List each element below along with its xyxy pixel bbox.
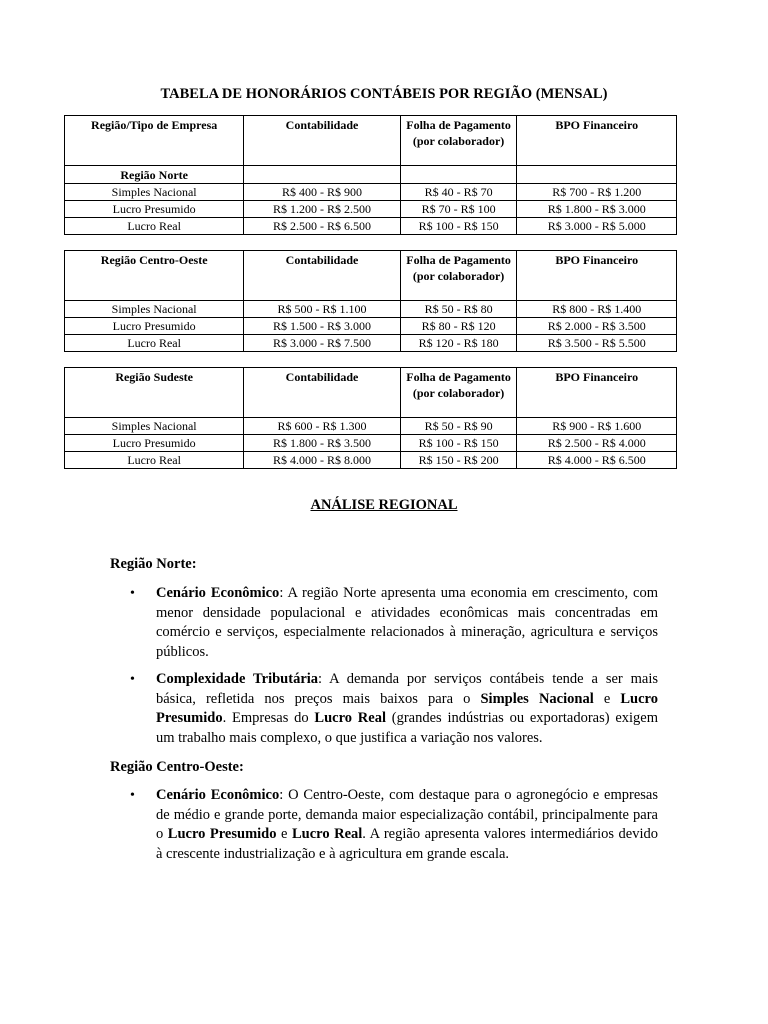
bullet-label: Cenário Econômico [156, 585, 280, 601]
folha-value: R$ 100 - R$ 150 [400, 435, 517, 452]
bullet-text: : A região Norte apresenta uma economia em crescimento, com menor densidade populacional e atividades econômicas mais concentradas em comércio e serviços, especialmente relacionados à mineração, agricultura e serviços públicos. [156, 585, 658, 660]
company-type: Lucro Real [65, 452, 244, 469]
company-type: Lucro Real [65, 335, 244, 352]
bullet-label: Cenário Econômico [156, 787, 280, 803]
header-folha: Folha de Pagamento (por colaborador) [400, 116, 517, 166]
company-type: Lucro Real [65, 218, 244, 235]
contab-value: R$ 400 - R$ 900 [244, 184, 400, 201]
bold-term: Lucro Presumido [156, 690, 658, 727]
folha-value: R$ 70 - R$ 100 [400, 201, 517, 218]
bpo-value: R$ 3.500 - R$ 5.500 [517, 335, 677, 352]
folha-value: R$ 80 - R$ 120 [400, 318, 517, 335]
company-type: Simples Nacional [65, 301, 244, 318]
bold-term: Lucro Real [291, 826, 363, 843]
bullet-text: e [276, 826, 292, 843]
bullet-dot: • [130, 788, 135, 803]
table-row [65, 435, 677, 452]
company-type: Simples Nacional [65, 418, 244, 435]
page-title: TABELA DE HONORÁRIOS CONTÁBEIS POR REGIÃO (MENSAL) [160, 86, 608, 102]
company-type: Simples Nacional [65, 184, 244, 201]
bpo-value: R$ 3.000 - R$ 5.000 [517, 218, 677, 235]
folha-value: R$ 50 - R$ 90 [400, 418, 517, 435]
bullet-text: (grandes indústrias ou exportadoras) exigem um trabalho mais complexo, o que justifica a variação nos valores. [156, 710, 659, 746]
bpo-value: R$ 900 - R$ 1.600 [517, 418, 677, 435]
contab-value: R$ 3.000 - R$ 7.500 [244, 335, 400, 352]
table-row [65, 301, 677, 318]
header-bpo: BPO Financeiro [517, 251, 677, 301]
header-contabilidade: Contabilidade [244, 251, 400, 301]
company-type: Lucro Presumido [65, 201, 244, 218]
bpo-value: R$ 800 - R$ 1.400 [517, 301, 677, 318]
contab-value: R$ 1.800 - R$ 3.500 [244, 435, 400, 452]
header-bpo: BPO Financeiro [517, 368, 677, 418]
bullet-norte-cenario [130, 584, 658, 662]
bold-term: Simples Nacional [480, 690, 594, 707]
header-contabilidade: Contabilidade [244, 116, 400, 166]
header-region-type: Região/Tipo de Empresa [65, 116, 244, 166]
contab-value: R$ 1.500 - R$ 3.000 [244, 318, 400, 335]
bold-term: Lucro Presumido [167, 826, 277, 843]
bullet-text: e [593, 690, 621, 707]
bpo-value: R$ 2.500 - R$ 4.000 [517, 435, 677, 452]
company-type: Lucro Presumido [65, 435, 244, 452]
table-row [65, 201, 677, 218]
subheader-regiao-norte: Região Norte [65, 166, 244, 184]
heading-regiao-norte: Região Norte: [110, 556, 197, 572]
bpo-value: R$ 2.000 - R$ 3.500 [517, 318, 677, 335]
bullet-norte-complexidade [130, 670, 659, 748]
table-row [65, 218, 677, 235]
folha-value: R$ 50 - R$ 80 [400, 301, 517, 318]
bullet-text: . Empresas do [222, 710, 315, 727]
contab-value: R$ 2.500 - R$ 6.500 [244, 218, 400, 235]
contab-value: R$ 500 - R$ 1.100 [244, 301, 400, 318]
bpo-value: R$ 4.000 - R$ 6.500 [517, 452, 677, 469]
bullet-text: . A região apresenta valores intermediários devido à crescente industrialização e à agricultura em grande escala. [156, 826, 658, 862]
empty-cell [400, 166, 517, 184]
contab-value: R$ 600 - R$ 1.300 [244, 418, 400, 435]
header-folha: Folha de Pagamento (por colaborador) [400, 368, 517, 418]
folha-value: R$ 120 - R$ 180 [400, 335, 517, 352]
bullet-text: : A demanda por serviços contábeis tende a ser mais básica, refletida nos preços mais baixos para o [156, 671, 658, 707]
bpo-value: R$ 700 - R$ 1.200 [517, 184, 677, 201]
header-region-centro-oeste: Região Centro-Oeste [65, 251, 244, 301]
heading-regiao-centro-oeste: Região Centro-Oeste: [110, 759, 244, 775]
header-contabilidade: Contabilidade [244, 368, 400, 418]
header-region-sudeste: Região Sudeste [65, 368, 244, 418]
table-row [65, 418, 677, 435]
folha-value: R$ 100 - R$ 150 [400, 218, 517, 235]
empty-cell [244, 166, 400, 184]
empty-cell [517, 166, 677, 184]
bullet-text: : O Centro-Oeste, com destaque para o agronegócio e empresas de médio e grande porte, demanda maior especialização contábil, principalmente para o [156, 787, 658, 843]
table-row [65, 184, 677, 201]
table-sudeste [64, 367, 677, 469]
table-row [65, 452, 677, 469]
bullet-label: Complexidade Tributária [156, 671, 319, 687]
table-row [65, 335, 677, 352]
table-row [65, 318, 677, 335]
bullet-centro-cenario [130, 786, 658, 864]
bullet-dot: • [130, 672, 135, 687]
folha-value: R$ 150 - R$ 200 [400, 452, 517, 469]
bold-term: Lucro Real [314, 710, 386, 727]
folha-value: R$ 40 - R$ 70 [400, 184, 517, 201]
company-type: Lucro Presumido [65, 318, 244, 335]
header-folha: Folha de Pagamento (por colaborador) [400, 251, 517, 301]
bullet-dot: • [130, 586, 135, 601]
contab-value: R$ 4.000 - R$ 8.000 [244, 452, 400, 469]
table-centro-oeste [64, 250, 677, 352]
analysis-title: ANÁLISE REGIONAL [310, 497, 458, 513]
bpo-value: R$ 1.800 - R$ 3.000 [517, 201, 677, 218]
contab-value: R$ 1.200 - R$ 2.500 [244, 201, 400, 218]
header-bpo: BPO Financeiro [517, 116, 677, 166]
table-north [64, 115, 677, 235]
